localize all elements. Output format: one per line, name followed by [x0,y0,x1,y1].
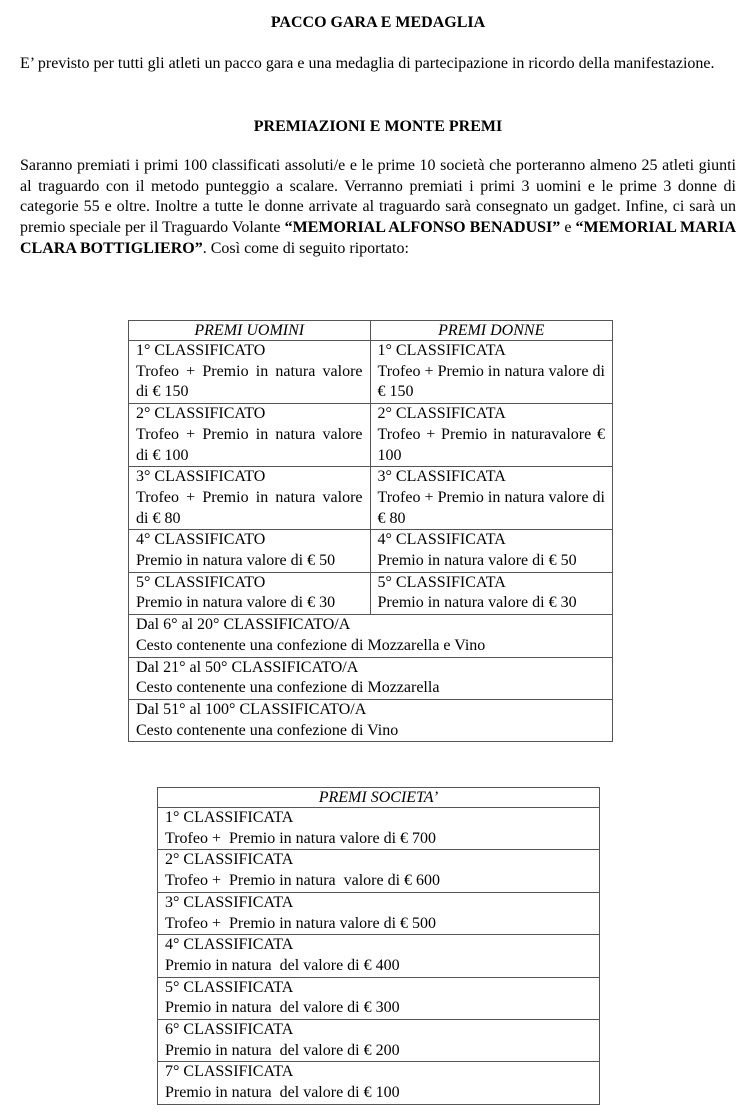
awards-text-and: e [560,219,576,237]
prize-rank: 3° CLASSIFICATA [165,893,294,911]
awards-text-part1: Saranno premiati i primi 100 classificati assoluti/e e le prime 10 società che porteranno almeno 25 atleti giunti al traguardo con il metodo punteggio a scalare. Verranno premiati i primi 3 uomini e le prime 3 donne di categorie 55 e oltre. Inoltre a tutte le donne arrivate al traguardo sarà consegnato un gadget. Infine, ci sarà un premio speciale per il Traguardo Volante [20,157,736,237]
table-row [158,808,600,850]
individual-prizes-header-row [129,321,613,341]
prize-description: Trofeo + Premio in naturavalore € 100 [377,425,605,464]
society-prize-cell [158,808,600,850]
prize-rank: 2° CLASSIFICATA [377,405,506,423]
men-prize-cell [129,530,371,572]
header-society-prizes: PREMI SOCIETA’ [158,788,600,808]
society-prizes-header-row [158,788,600,808]
prize-description: Trofeo + Premio in natura valore di € 80 [377,488,605,527]
prize-rank: 2° CLASSIFICATO [136,405,266,423]
table-row [129,615,613,657]
prize-description: Premio in natura del valore di € 100 [165,1084,400,1102]
table-row [129,572,613,614]
table-row [129,404,613,467]
prize-description: Trofeo + Premio in natura valore di € 100 [136,425,363,464]
table-row [129,657,613,699]
prize-rank: 1° CLASSIFICATO [136,342,266,359]
society-prize-cell [158,1062,600,1104]
awards-paragraph [20,156,736,260]
prize-description: Cesto contenente una confezione di Mozzarella [136,679,440,697]
prize-rank: 4° CLASSIFICATO [136,531,266,549]
society-prize-cell [158,1020,600,1062]
society-prize-cell [158,977,600,1019]
women-prize-cell [370,404,613,467]
race-pack-paragraph: E’ previsto per tutti gli atleti un pacco gara e una medaglia di partecipazione in ricordo della manifestazione. [20,55,715,72]
prize-description: Premio in natura valore di € 30 [136,594,336,612]
prize-rank: 6° CLASSIFICATA [165,1021,294,1039]
men-prize-cell [129,467,371,530]
table-row [129,467,613,530]
prize-description: Premio in natura del valore di € 200 [165,1041,400,1059]
men-prize-cell [129,341,371,404]
prize-description: Trofeo + Premio in natura valore di € 700 [165,829,437,847]
prize-description: Trofeo + Premio in natura valore di € 150 [136,362,363,401]
prize-rank: Dal 6° al 20° CLASSIFICATO/A [136,616,351,634]
women-prize-cell [370,530,613,572]
men-prize-cell [129,404,371,467]
table-row [129,530,613,572]
prize-description: Premio in natura valore di € 50 [377,552,577,570]
prize-description: Cesto contenente una confezione di Mozzarella e Vino [136,636,486,654]
women-prize-cell [370,341,613,404]
prize-rank: 5° CLASSIFICATO [136,573,266,591]
prize-rank: 5° CLASSIFICATA [165,978,294,996]
section-title-awards: PREMIAZIONI E MONTE PREMI [253,118,503,135]
prize-description: Premio in natura valore di € 50 [136,552,336,570]
prize-rank: 4° CLASSIFICATA [165,936,294,954]
men-prize-cell [129,572,371,614]
group-prize-cell [129,615,613,657]
prize-description: Trofeo + Premio in natura valore di € 500 [165,914,437,932]
prize-description: Cesto contenente una confezione di Vino [136,721,399,739]
table-row [158,935,600,977]
table-row [129,341,613,404]
prize-description: Trofeo + Premio in natura valore di € 150 [377,362,605,401]
prize-rank: 3° CLASSIFICATO [136,468,266,486]
memorial-alfonso-benadusi: “MEMORIAL ALFONSO BENADUSI” [284,219,561,237]
prize-description: Premio in natura del valore di € 400 [165,956,400,974]
prize-rank: 7° CLASSIFICATA [165,1063,294,1081]
table-row [158,1020,600,1062]
table-row [158,892,600,934]
society-prizes-table [157,787,600,1105]
table-row [158,850,600,892]
prize-description: Premio in natura valore di € 30 [377,594,577,612]
group-prize-cell [129,699,613,741]
women-prize-cell [370,572,613,614]
table-row [129,699,613,741]
individual-prizes-table [128,320,613,742]
prize-rank: Dal 21° al 50° CLASSIFICATO/A [136,658,359,676]
prize-rank: 3° CLASSIFICATA [377,468,506,486]
prize-description: Trofeo + Premio in natura valore di € 600 [165,872,441,890]
society-prize-cell [158,935,600,977]
society-prize-cell [158,850,600,892]
prize-rank: 1° CLASSIFICATA [165,809,294,826]
prize-rank: 1° CLASSIFICATA [377,342,506,359]
section-title-race-pack: PACCO GARA E MEDAGLIA [270,14,486,31]
table-row [158,977,600,1019]
prize-rank: 4° CLASSIFICATA [377,531,506,549]
women-prize-cell [370,467,613,530]
group-prize-cell [129,657,613,699]
header-women-prizes: PREMI DONNE [370,321,613,341]
prize-description: Trofeo + Premio in natura valore di € 80 [136,488,363,527]
awards-text-part2: . Così come di seguito riportato: [202,239,409,257]
memorial-maria-clara-bottigliero: “MEMORIAL MARIA CLARA BOTTIGLIERO” [20,219,737,257]
prize-description: Premio in natura del valore di € 300 [165,999,400,1017]
prize-rank: 2° CLASSIFICATA [165,851,294,869]
prize-rank: Dal 51° al 100° CLASSIFICATO/A [136,700,367,718]
table-row [158,1062,600,1104]
society-prize-cell [158,892,600,934]
header-men-prizes: PREMI UOMINI [129,321,371,341]
prize-rank: 5° CLASSIFICATA [377,573,506,591]
